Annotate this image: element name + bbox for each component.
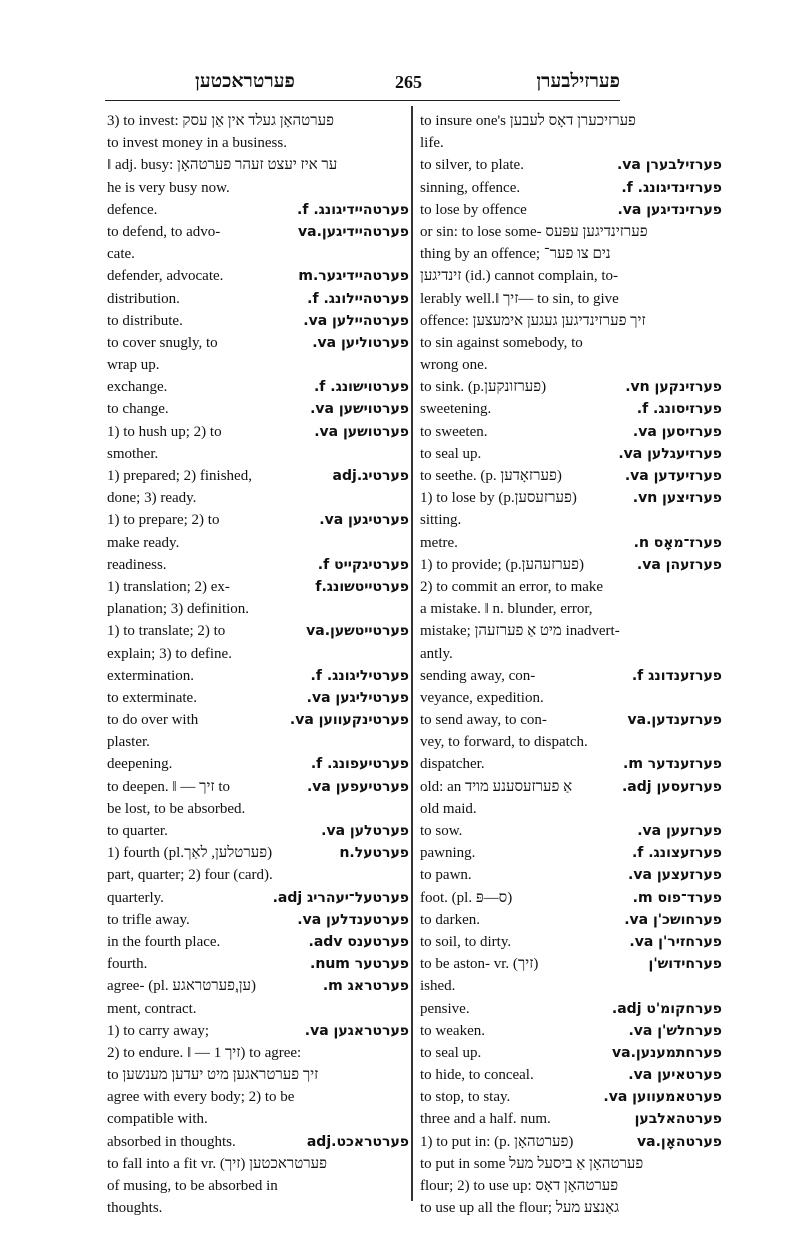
headword: פערטהיילונג. f. bbox=[307, 290, 409, 307]
dictionary-line bbox=[107, 1086, 409, 1108]
dictionary-line bbox=[420, 288, 722, 310]
dictionary-line bbox=[107, 1020, 409, 1042]
dictionary-line bbox=[420, 1064, 722, 1086]
english-gloss: distribution. bbox=[107, 290, 180, 307]
headword: פערטהיילען va. bbox=[303, 312, 409, 329]
dictionary-line bbox=[420, 398, 722, 420]
dictionary-line bbox=[107, 665, 409, 687]
english-gloss: to seethe. (p. פערזאָדען) bbox=[420, 468, 562, 484]
english-gloss: 1) to provide; (p.פערזעהען) bbox=[420, 556, 584, 573]
english-gloss: to trifle away. bbox=[107, 911, 190, 928]
english-gloss: sweetening. bbox=[420, 401, 492, 418]
line-text: ment, contract. bbox=[107, 1000, 197, 1017]
dictionary-line bbox=[107, 643, 409, 665]
headword: פערטראכט.adj bbox=[306, 1133, 409, 1150]
line-text: he is very busy now. bbox=[107, 179, 230, 196]
dictionary-line bbox=[420, 554, 722, 576]
dictionary-line bbox=[107, 820, 409, 842]
dictionary-line bbox=[420, 931, 722, 953]
line-text: 2) to endure. ‖ — זיך 1) to agree: bbox=[107, 1044, 302, 1061]
english-gloss: to hide, to conceal. bbox=[420, 1067, 534, 1084]
headword: פערטאמעווען va. bbox=[603, 1089, 722, 1106]
line-text: wrong one. bbox=[420, 357, 488, 374]
english-gloss: metre. bbox=[420, 534, 458, 551]
dictionary-line bbox=[420, 731, 722, 753]
headword: פערטוליען va. bbox=[312, 334, 409, 351]
line-text: vey, to forward, to dispatch. bbox=[420, 734, 588, 751]
line-text: or sin: to lose some- פערזינדיגען עפּעס bbox=[420, 223, 648, 240]
dictionary-line bbox=[420, 421, 722, 443]
headword: פערחושכ'ן va. bbox=[624, 911, 722, 928]
line-text: thoughts. bbox=[107, 1200, 163, 1217]
line-text: compatible with. bbox=[107, 1111, 208, 1128]
english-gloss: to defend, to advo- bbox=[107, 223, 221, 240]
dictionary-line bbox=[420, 221, 722, 243]
headword: פערטינקעווען va. bbox=[289, 712, 409, 729]
headword: פערטענדלען va. bbox=[297, 911, 409, 928]
dictionary-line bbox=[420, 1020, 722, 1042]
dictionary-line bbox=[107, 376, 409, 398]
headword: פערטייטשונג.f bbox=[315, 578, 409, 595]
english-gloss: 1) to lose by (p.פערזעסען) bbox=[420, 490, 577, 507]
english-gloss: to sow. bbox=[420, 823, 463, 839]
english-gloss: dispatcher. bbox=[420, 756, 485, 773]
headword: פערטענס adv. bbox=[308, 933, 409, 950]
english-gloss: three and a half. num. bbox=[420, 1111, 551, 1128]
dictionary-line bbox=[420, 243, 722, 265]
dictionary-line bbox=[420, 953, 722, 975]
dictionary-line bbox=[107, 265, 409, 287]
dictionary-line bbox=[107, 1131, 409, 1153]
line-text: to זיך פערטראגען מיט יעדען מענשען bbox=[107, 1067, 319, 1084]
dictionary-line bbox=[107, 310, 409, 332]
line-text: part, quarter; 2) four (card). bbox=[107, 867, 273, 884]
line-text: plaster. bbox=[107, 734, 150, 751]
english-gloss: in the fourth place. bbox=[107, 933, 221, 950]
line-text: flour; 2) to use up: פערטהאָן דאָס bbox=[420, 1178, 619, 1194]
headword: פערזעצען va. bbox=[628, 867, 722, 884]
line-text: cate. bbox=[107, 246, 135, 263]
english-gloss: pawning. bbox=[420, 845, 476, 862]
headword: פערטיליגונג. f. bbox=[310, 667, 409, 684]
dictionary-line bbox=[107, 909, 409, 931]
english-gloss: to seal up. bbox=[420, 1044, 482, 1061]
english-gloss: absorbed in thoughts. bbox=[107, 1133, 236, 1150]
dictionary-line bbox=[107, 398, 409, 420]
dictionary-line bbox=[107, 1108, 409, 1130]
headword: פערטראגען va. bbox=[304, 1022, 409, 1039]
line-text: planation; 3) definition. bbox=[107, 601, 250, 618]
dictionary-line bbox=[107, 288, 409, 310]
dictionary-line bbox=[107, 753, 409, 775]
dictionary-line bbox=[107, 132, 409, 154]
left-column bbox=[107, 110, 409, 1217]
headword: פערטיעפונג. f. bbox=[310, 756, 409, 773]
english-gloss: to sink. (p.פערזונקען) bbox=[420, 379, 547, 396]
line-text: veyance, expedition. bbox=[420, 689, 544, 706]
line-text: ‖ adj. busy: ער איז יעצט זעהר פערטהאָן bbox=[107, 157, 338, 174]
dictionary-line bbox=[420, 443, 722, 465]
dictionary-line bbox=[420, 620, 722, 642]
dictionary-line bbox=[107, 177, 409, 199]
dictionary-line bbox=[107, 1153, 409, 1175]
dictionary-line bbox=[107, 776, 409, 798]
dictionary-line bbox=[420, 776, 722, 798]
dictionary-line bbox=[420, 265, 722, 287]
dictionary-line bbox=[107, 443, 409, 465]
english-gloss: defender, advocate. bbox=[107, 268, 224, 285]
headword: פערזיסען va. bbox=[632, 423, 722, 440]
line-text: agree with every body; 2) to be bbox=[107, 1089, 295, 1106]
english-gloss: to stop, to stay. bbox=[420, 1089, 511, 1106]
headword: פערחזיר'ן va. bbox=[629, 933, 722, 950]
dictionary-line bbox=[420, 310, 722, 332]
english-gloss: sinning, offence. bbox=[420, 179, 521, 196]
english-gloss: to exterminate. bbox=[107, 689, 197, 706]
headword: פערזילבערן va. bbox=[616, 157, 722, 174]
english-gloss: to be aston- vr. (זיך) bbox=[420, 956, 539, 973]
english-gloss: old: an אַ פערזעסענע מויד bbox=[420, 778, 573, 795]
headword: פערחלש'ן va. bbox=[628, 1022, 722, 1039]
headword: פערד־פוס m. bbox=[632, 889, 722, 906]
headword: פערזיצען vn. bbox=[632, 490, 722, 507]
dictionary-line bbox=[107, 1042, 409, 1064]
header-rule bbox=[105, 100, 620, 101]
english-gloss: to seal up. bbox=[420, 445, 482, 462]
dictionary-line bbox=[107, 332, 409, 354]
headword: פערזיסונג. f. bbox=[636, 401, 722, 418]
dictionary-line bbox=[107, 842, 409, 864]
dictionary-line bbox=[107, 1175, 409, 1197]
dictionary-line bbox=[107, 598, 409, 620]
english-gloss: to cover snugly, to bbox=[107, 334, 218, 351]
dictionary-line bbox=[420, 376, 722, 398]
dictionary-line bbox=[420, 1175, 722, 1197]
dictionary-line bbox=[420, 487, 722, 509]
dictionary-line bbox=[107, 620, 409, 642]
english-gloss: defence. bbox=[107, 201, 158, 218]
english-gloss: to darken. bbox=[420, 911, 480, 928]
dictionary-line bbox=[420, 354, 722, 376]
dictionary-line bbox=[420, 332, 722, 354]
dictionary-line bbox=[107, 465, 409, 487]
line-text: offence: זיך פערזינדיגען געגען אימעצען bbox=[420, 312, 646, 329]
english-gloss: foot. (pl. ס—פּ) bbox=[420, 889, 513, 906]
dictionary-line bbox=[420, 709, 722, 731]
english-gloss: to do over with bbox=[107, 712, 199, 729]
dictionary-line bbox=[420, 509, 722, 531]
dictionary-line bbox=[420, 909, 722, 931]
dictionary-line bbox=[107, 887, 409, 909]
dictionary-line bbox=[107, 953, 409, 975]
english-gloss: deepening. bbox=[107, 756, 173, 773]
line-text: smother. bbox=[107, 445, 159, 462]
dictionary-line bbox=[420, 132, 722, 154]
english-gloss: fourth. bbox=[107, 956, 148, 973]
line-text: to insure one's פערזיכערן דאָס לעבען bbox=[420, 113, 636, 129]
dictionary-line bbox=[107, 687, 409, 709]
headword: פערזענדער m. bbox=[622, 756, 722, 773]
dictionary-line bbox=[107, 975, 409, 997]
dictionary-line bbox=[420, 110, 722, 132]
headword: פערטוישונג. f. bbox=[313, 379, 409, 396]
english-gloss: to send away, to con- bbox=[420, 712, 547, 729]
dictionary-line bbox=[420, 465, 722, 487]
english-gloss: 1) translation; 2) ex- bbox=[107, 578, 230, 595]
line-text: ished. bbox=[420, 978, 456, 995]
headword: פערזיעדען va. bbox=[624, 468, 722, 484]
headword: פערטיגקייט f. bbox=[317, 556, 409, 573]
dictionary-line bbox=[420, 154, 722, 176]
dictionary-line bbox=[420, 576, 722, 598]
dictionary-line bbox=[107, 421, 409, 443]
english-gloss: to distribute. bbox=[107, 312, 183, 329]
headword: פערחקומ'ט adj. bbox=[611, 1000, 722, 1017]
page-number: 265 bbox=[395, 72, 422, 92]
dictionary-line bbox=[107, 154, 409, 176]
dictionary-line bbox=[107, 731, 409, 753]
headword: פערזעען va. bbox=[637, 823, 722, 839]
headword: פערז־מאָס n. bbox=[633, 534, 722, 551]
dictionary-line bbox=[107, 487, 409, 509]
dictionary-line bbox=[420, 820, 722, 842]
headword: פערזעצונג. f. bbox=[631, 845, 722, 862]
english-gloss: 1) prepared; 2) finished, bbox=[107, 468, 252, 484]
line-text: to invest money in a business. bbox=[107, 135, 287, 152]
line-text: be lost, to be absorbed. bbox=[107, 800, 246, 817]
dictionary-line bbox=[107, 354, 409, 376]
headword: פערטהאָן.va bbox=[637, 1133, 722, 1150]
dictionary-line bbox=[420, 1153, 722, 1175]
headword: פערטהיידיגער.m bbox=[298, 268, 409, 285]
headword: פערטוישען va. bbox=[310, 401, 409, 418]
headword: פערחידוש'ן bbox=[648, 956, 722, 973]
english-gloss: sending away, con- bbox=[420, 667, 536, 684]
line-text: wrap up. bbox=[107, 357, 160, 374]
headword: פערזענדונג f. bbox=[631, 667, 722, 684]
dictionary-line bbox=[107, 998, 409, 1020]
english-gloss: exchange. bbox=[107, 379, 168, 396]
english-gloss: to deepen. ‖ — זיך to bbox=[107, 778, 231, 795]
headword: פערטיליגען va. bbox=[306, 689, 409, 706]
english-gloss: to change. bbox=[107, 401, 169, 418]
line-text: 3) to invest: פערטהאָן געלד אין אַן עסק bbox=[107, 113, 334, 129]
dictionary-line bbox=[107, 798, 409, 820]
header-right-word: פערזילבערן bbox=[536, 71, 620, 92]
dictionary-line bbox=[107, 532, 409, 554]
english-gloss: extermination. bbox=[107, 667, 195, 684]
line-text: זינדיגען (id.) cannot complain, to- bbox=[420, 268, 619, 285]
headword: פערזענדען.va bbox=[627, 712, 722, 729]
headword: פערזעסען adj. bbox=[621, 778, 722, 795]
dictionary-line bbox=[420, 798, 722, 820]
header-left-word: פערטראכטען bbox=[195, 71, 295, 92]
dictionary-line bbox=[107, 221, 409, 243]
line-text: thing by an offence; נים צו פער־ bbox=[420, 246, 611, 263]
english-gloss: 1) to put in: (p. פערטהאָן) bbox=[420, 1133, 574, 1150]
dictionary-line bbox=[420, 842, 722, 864]
english-gloss: quarterly. bbox=[107, 889, 164, 906]
headword: פערזינדיגונג. f. bbox=[621, 179, 722, 196]
column-divider bbox=[411, 106, 413, 1201]
dictionary-line bbox=[420, 199, 722, 221]
dictionary-line bbox=[420, 1131, 722, 1153]
dictionary-line bbox=[420, 998, 722, 1020]
english-gloss: agree- (pl. עןִ,פערטראגע) bbox=[107, 978, 257, 995]
dictionary-line bbox=[420, 687, 722, 709]
headword: פערטהיידיגונג. f. bbox=[297, 201, 409, 218]
dictionary-line bbox=[420, 532, 722, 554]
dictionary-line bbox=[420, 975, 722, 997]
headword: פערזינקען vn. bbox=[625, 379, 722, 396]
line-text: 2) to commit an error, to make bbox=[420, 578, 604, 595]
english-gloss: 1) to hush up; 2) to bbox=[107, 423, 222, 440]
headword: פערטיג.adj bbox=[332, 468, 409, 484]
english-gloss: to soil, to dirty. bbox=[420, 933, 512, 950]
dictionary-line bbox=[420, 643, 722, 665]
headword: פערזינדיגען va. bbox=[617, 201, 722, 218]
english-gloss: to silver, to plate. bbox=[420, 157, 524, 174]
english-gloss: to quarter. bbox=[107, 823, 168, 839]
line-text: mistake; מיט אַ פערזעהן inadvert- bbox=[420, 623, 620, 640]
line-text: life. bbox=[420, 135, 444, 152]
dictionary-line bbox=[107, 931, 409, 953]
dictionary-line bbox=[107, 199, 409, 221]
line-text: sitting. bbox=[420, 512, 462, 529]
line-text: to fall into a fit vr. (זיך) פערטראכטען bbox=[107, 1155, 327, 1172]
line-text: make ready. bbox=[107, 534, 180, 551]
dictionary-line bbox=[107, 509, 409, 531]
headword: פערטראג m. bbox=[322, 978, 409, 995]
headword: פערזיעגלען va. bbox=[618, 445, 722, 462]
dictionary-line bbox=[107, 864, 409, 886]
dictionary-line bbox=[420, 598, 722, 620]
headword: פערחתמענען.va bbox=[612, 1044, 722, 1061]
english-gloss: to weaken. bbox=[420, 1022, 485, 1039]
dictionary-line bbox=[420, 1197, 722, 1219]
headword: פערטושען va. bbox=[314, 423, 409, 440]
headword: פערזעהן va. bbox=[636, 556, 722, 573]
dictionary-line bbox=[420, 1042, 722, 1064]
dictionary-line bbox=[420, 753, 722, 775]
english-gloss: pensive. bbox=[420, 1000, 470, 1017]
english-gloss: 1) to carry away; bbox=[107, 1022, 210, 1039]
english-gloss: readiness. bbox=[107, 556, 167, 573]
headword: פערטיעפען va. bbox=[306, 778, 409, 795]
headword: פערטיגען va. bbox=[319, 512, 409, 529]
right-column bbox=[420, 110, 722, 1217]
english-gloss: to sweeten. bbox=[420, 423, 488, 440]
headword: פערטעל־יעהריג adj. bbox=[272, 889, 409, 906]
dictionary-line bbox=[107, 576, 409, 598]
line-text: explain; 3) to define. bbox=[107, 645, 232, 662]
english-gloss: to pawn. bbox=[420, 867, 472, 884]
dictionary-line bbox=[107, 243, 409, 265]
dictionary-line bbox=[107, 709, 409, 731]
line-text: done; 3) ready. bbox=[107, 490, 197, 507]
line-text: antly. bbox=[420, 645, 453, 662]
dictionary-line bbox=[420, 864, 722, 886]
dictionary-line bbox=[420, 665, 722, 687]
line-text: to use up all the flour; גאַנצע מעל bbox=[420, 1200, 620, 1217]
headword: פערטהאלבען bbox=[634, 1111, 722, 1128]
dictionary-line bbox=[107, 1064, 409, 1086]
line-text: to sin against somebody, to bbox=[420, 334, 583, 351]
dictionary-line bbox=[107, 554, 409, 576]
headword: פערטער num. bbox=[310, 956, 409, 973]
english-gloss: 1) to prepare; 2) to bbox=[107, 512, 220, 529]
line-text: of musing, to be absorbed in bbox=[107, 1178, 278, 1194]
dictionary-line bbox=[107, 1197, 409, 1219]
line-text: lerably well.‖ זיך— to sin, to give bbox=[420, 290, 619, 307]
english-gloss: to lose by offence bbox=[420, 201, 527, 218]
dictionary-line bbox=[420, 887, 722, 909]
english-gloss: 1) to translate; 2) to bbox=[107, 623, 226, 640]
line-text: old maid. bbox=[420, 800, 477, 817]
headword: פערטעל.n bbox=[339, 845, 409, 862]
english-gloss: 1) fourth (pl.פערטלען, לאַך) bbox=[107, 845, 273, 862]
headword: פערטלען va. bbox=[321, 823, 409, 839]
headword: פערטהיידיגען.va bbox=[298, 223, 409, 240]
headword: פערטייטשען.va bbox=[306, 623, 409, 640]
dictionary-line bbox=[420, 1108, 722, 1130]
dictionary-line bbox=[420, 1086, 722, 1108]
dictionary-line bbox=[420, 177, 722, 199]
dictionary-line bbox=[107, 110, 409, 132]
headword: פערטאיען va. bbox=[628, 1067, 722, 1084]
running-header bbox=[105, 70, 620, 100]
line-text: to put in some פערטהאָן אַ ביסעל מעל bbox=[420, 1155, 644, 1172]
line-text: a mistake. ‖ n. blunder, error, bbox=[420, 601, 593, 618]
